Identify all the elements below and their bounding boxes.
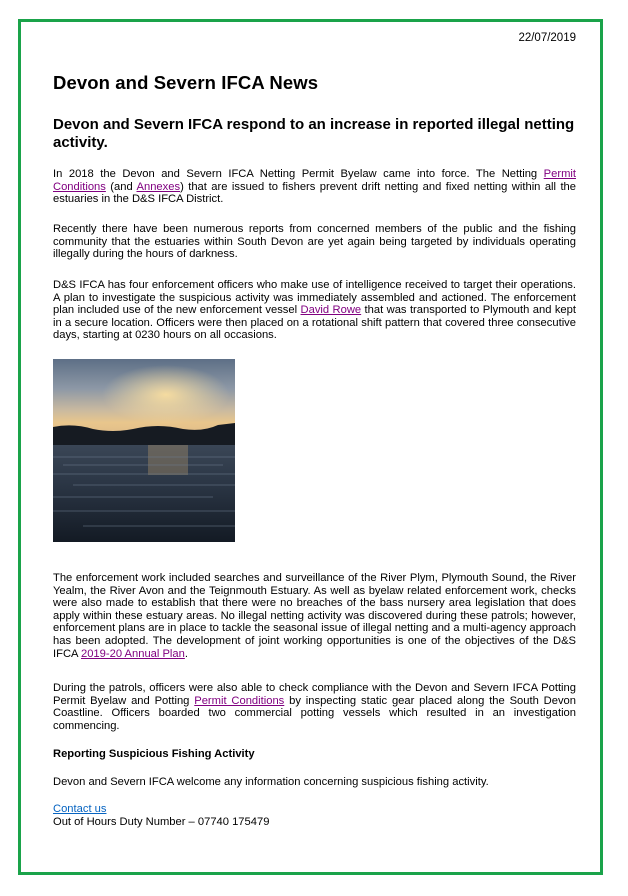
potting-permit-conditions-link[interactable]: Permit Conditions — [194, 694, 285, 707]
headline: Devon and Severn IFCA respond to an increase in reported illegal netting activity. — [53, 116, 575, 151]
duty-number: Out of Hours Duty Number – 07740 175479 — [53, 815, 270, 828]
david-rowe-link[interactable]: David Rowe — [300, 304, 362, 317]
contact-us-link[interactable]: Contact us — [53, 803, 107, 815]
paragraph-2: Recently there have been numerous reports from concerned members of the public and the fishing community that the estuaries within South Devon are yet again being targeted by individuals operating illegally during the hours of darkness. — [53, 223, 576, 261]
page-title: Devon and Severn IFCA News — [53, 72, 319, 93]
paragraph-5: During the patrols, officers were also able to check compliance with the Devon and Severn IFCA Potting Permit Byelaw and Potting Permit Conditions by inspecting static gear placed along the South Devon Coastline. Officers boarded two commercial potting vessels which resulted in an investigation commencing. — [53, 682, 576, 732]
annexes-link[interactable]: Annexes — [136, 180, 181, 193]
reporting-text: Devon and Severn IFCA welcome any information concerning suspicious fishing activity. — [53, 776, 489, 788]
reporting-heading: Reporting Suspicious Fishing Activity — [53, 748, 255, 760]
permit-conditions-link[interactable]: Permit Conditions — [53, 168, 576, 193]
paragraph-3: D&S IFCA has four enforcement officers who make use of intelligence received to target their operations. A plan to investigate the suspicious activity was immediately assembled and actioned. The enforcement plan included use of the new enforcement vessel David Rowe that was transported to Plymouth and kept in a secure location. Officers were then placed on a rotational shift pattern that covered three consecutive days, starting at 0230 hours on all occasions. — [53, 279, 576, 342]
date: 22/07/2019 — [518, 32, 576, 44]
estuary-sunset-photo — [53, 359, 235, 542]
annual-plan-link[interactable]: 2019-20 Annual Plan — [80, 647, 185, 660]
paragraph-4: The enforcement work included searches and surveillance of the River Plym, Plymouth Sound, the River Yealm, the River Avon and the Teignmouth Estuary. As well as byelaw related enforcement work, checks were also made to establish that there were no breaches of the bass nursery area legislation that does apply within these estuary areas. No illegal netting activity was discovered during these patrols; however, enforcement plans are in place to tackle the seasonal issue of illegal netting and a multi-agency approach has been adopted. The development of joint working opportunities is one of the objectives of the D&S IFCA 2019-20 Annual Plan. — [53, 572, 576, 660]
paragraph-1: In 2018 the Devon and Severn IFCA Netting Permit Byelaw came into force. The Netting Permit Conditions (and Annexes) that are issued to fishers prevent drift netting and fixed netting within all the estuaries in the D&S IFCA District. — [53, 168, 576, 206]
contact-block — [53, 803, 576, 828]
